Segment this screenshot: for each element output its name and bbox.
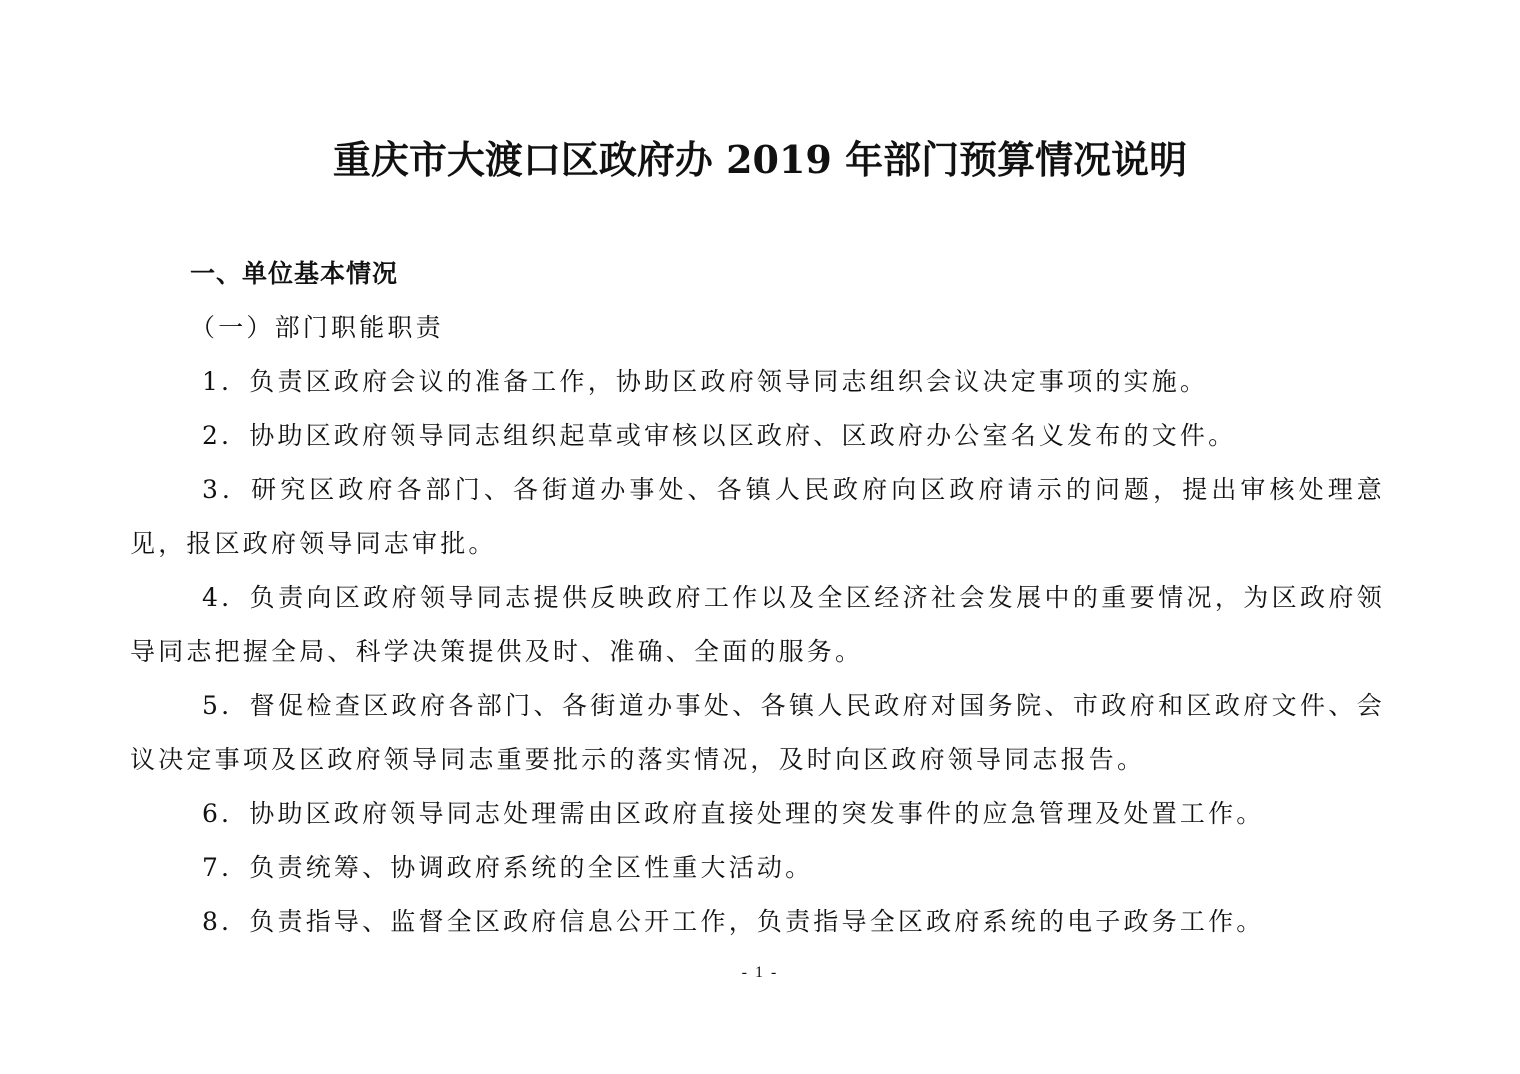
page-number: - 1 - (741, 964, 779, 981)
duty-item: 7．负责统筹、协调政府系统的全区性重大活动。 (202, 853, 814, 882)
duty-item: 2．协助区政府领导同志组织起草或审核以区政府、区政府办公室名义发布的文件。 (202, 421, 1237, 450)
sub-heading: （一）部门职能职责 (190, 313, 444, 342)
section-heading: 一、单位基本情况 (190, 259, 399, 288)
document-title: 重庆市大渡口区政府办 2019 年部门预算情况说明 (332, 137, 1188, 182)
duty-item: 8．负责指导、监督全区政府信息公开工作，负责指导全区政府系统的电子政务工作。 (202, 907, 1265, 936)
duty-item: 6．协助区政府领导同志处理需由区政府直接处理的突发事件的应急管理及处置工作。 (202, 799, 1265, 828)
document-body (130, 247, 1385, 949)
duty-item: 4．负责向区政府领导同志提供反映政府工作以及全区经济社会发展中的重要情况，为区政府领导同志把握全局、科学决策提供及时、准确、全面的服务。 (130, 583, 1385, 666)
duty-item: 3．研究区政府各部门、各街道办事处、各镇人民政府向区政府请示的问题，提出审核处理意见，报区政府领导同志审批。 (130, 475, 1385, 558)
duty-item: 1．负责区政府会议的准备工作，协助区政府领导同志组织会议决定事项的实施。 (202, 367, 1209, 396)
duty-item: 5．督促检查区政府各部门、各街道办事处、各镇人民政府对国务院、市政府和区政府文件、会议决定事项及区政府领导同志重要批示的落实情况，及时向区政府领导同志报告。 (130, 691, 1385, 774)
